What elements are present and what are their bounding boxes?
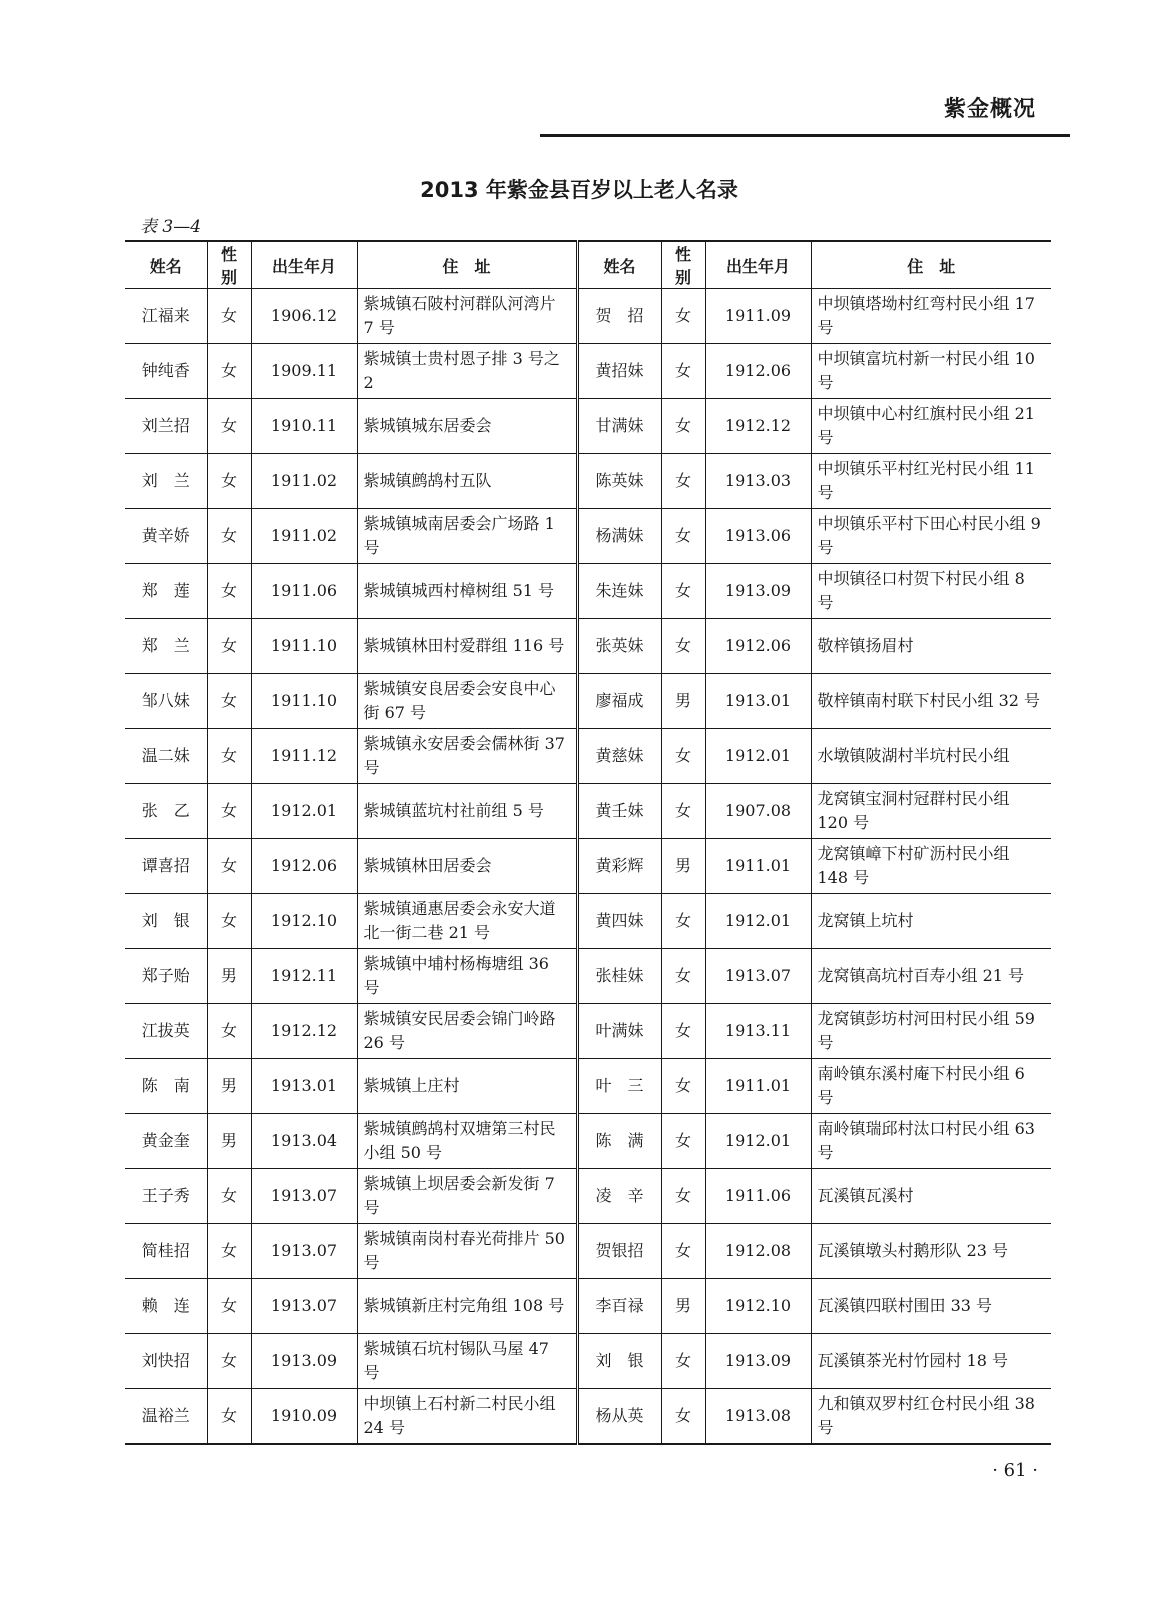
section-header: 紫金概况 bbox=[943, 97, 1036, 122]
birth-date: 1912.12 bbox=[705, 399, 811, 454]
column-header: 住 址 bbox=[357, 241, 577, 289]
birth-date: 1913.03 bbox=[705, 454, 811, 509]
person-sex: 女 bbox=[661, 949, 705, 1004]
person-address: 敬梓镇扬眉村 bbox=[811, 619, 1051, 674]
person-name: 黄招妹 bbox=[577, 344, 661, 399]
column-header: 性别 bbox=[661, 241, 705, 289]
table-row bbox=[125, 839, 1051, 894]
person-address: 中坝镇乐平村红光村民小组 11 号 bbox=[811, 454, 1051, 509]
person-address: 瓦溪镇墩头村鹅形队 23 号 bbox=[811, 1224, 1051, 1279]
person-address: 紫城镇中埔村杨梅塘组 36 号 bbox=[357, 949, 577, 1004]
birth-date: 1912.12 bbox=[251, 1004, 357, 1059]
person-sex: 女 bbox=[661, 1004, 705, 1059]
table-row bbox=[125, 1114, 1051, 1169]
person-name: 谭喜招 bbox=[125, 839, 207, 894]
person-address: 南岭镇东溪村庵下村民小组 6 号 bbox=[811, 1059, 1051, 1114]
person-address: 龙窝镇彭坊村河田村民小组 59 号 bbox=[811, 1004, 1051, 1059]
person-address: 瓦溪镇四联村围田 33 号 bbox=[811, 1279, 1051, 1334]
person-name: 刘快招 bbox=[125, 1334, 207, 1389]
person-name: 甘满妹 bbox=[577, 399, 661, 454]
person-sex: 女 bbox=[207, 1334, 251, 1389]
table-row bbox=[125, 1059, 1051, 1114]
person-name: 刘 银 bbox=[577, 1334, 661, 1389]
birth-date: 1913.01 bbox=[705, 674, 811, 729]
person-name: 简桂招 bbox=[125, 1224, 207, 1279]
birth-date: 1912.01 bbox=[705, 729, 811, 784]
person-address: 南岭镇瑞邱村汰口村民小组 63 号 bbox=[811, 1114, 1051, 1169]
person-name: 钟纯香 bbox=[125, 344, 207, 399]
person-name: 张桂妹 bbox=[577, 949, 661, 1004]
person-address: 龙窝镇宝洞村冠群村民小组 120 号 bbox=[811, 784, 1051, 839]
person-address: 紫城镇士贵村恩子排 3 号之 2 bbox=[357, 344, 577, 399]
person-sex: 女 bbox=[661, 289, 705, 344]
person-address: 龙窝镇嶂下村矿沥村民小组 148 号 bbox=[811, 839, 1051, 894]
person-sex: 女 bbox=[207, 619, 251, 674]
birth-date: 1913.08 bbox=[705, 1389, 811, 1445]
person-name: 江拔英 bbox=[125, 1004, 207, 1059]
person-name: 刘 兰 bbox=[125, 454, 207, 509]
person-address: 中坝镇上石村新二村民小组 24 号 bbox=[357, 1389, 577, 1445]
person-sex: 女 bbox=[661, 564, 705, 619]
birth-date: 1912.06 bbox=[705, 619, 811, 674]
table-row bbox=[125, 1169, 1051, 1224]
person-sex: 男 bbox=[661, 839, 705, 894]
birth-date: 1906.12 bbox=[251, 289, 357, 344]
person-name: 郑 兰 bbox=[125, 619, 207, 674]
person-sex: 男 bbox=[207, 949, 251, 1004]
person-address: 紫城镇石坑村锡队马屋 47 号 bbox=[357, 1334, 577, 1389]
person-sex: 男 bbox=[207, 1114, 251, 1169]
person-address: 龙窝镇上坑村 bbox=[811, 894, 1051, 949]
birth-date: 1913.09 bbox=[705, 564, 811, 619]
table-row bbox=[125, 1334, 1051, 1389]
birth-date: 1913.07 bbox=[251, 1279, 357, 1334]
person-name: 廖福成 bbox=[577, 674, 661, 729]
person-sex: 女 bbox=[661, 344, 705, 399]
table-row bbox=[125, 454, 1051, 509]
header-rule bbox=[540, 134, 1070, 137]
person-address: 中坝镇中心村红旗村民小组 21 号 bbox=[811, 399, 1051, 454]
person-sex: 女 bbox=[661, 894, 705, 949]
person-sex: 女 bbox=[207, 674, 251, 729]
person-name: 郑 莲 bbox=[125, 564, 207, 619]
person-sex: 女 bbox=[661, 454, 705, 509]
birth-date: 1913.07 bbox=[251, 1224, 357, 1279]
birth-date: 1911.12 bbox=[251, 729, 357, 784]
person-address: 紫城镇城南居委会广场路 1 号 bbox=[357, 509, 577, 564]
person-sex: 女 bbox=[661, 1389, 705, 1445]
birth-date: 1912.01 bbox=[705, 1114, 811, 1169]
person-sex: 女 bbox=[207, 784, 251, 839]
table-row bbox=[125, 344, 1051, 399]
person-address: 紫城镇鹧鸪村双塘第三村民小组 50 号 bbox=[357, 1114, 577, 1169]
person-sex: 女 bbox=[207, 454, 251, 509]
person-sex: 女 bbox=[661, 399, 705, 454]
column-header: 出生年月 bbox=[251, 241, 357, 289]
table-row bbox=[125, 289, 1051, 344]
birth-date: 1911.10 bbox=[251, 619, 357, 674]
person-address: 紫城镇鹧鸪村五队 bbox=[357, 454, 577, 509]
birth-date: 1912.01 bbox=[251, 784, 357, 839]
birth-date: 1912.01 bbox=[705, 894, 811, 949]
table-row bbox=[125, 894, 1051, 949]
person-address: 紫城镇林田居委会 bbox=[357, 839, 577, 894]
document-title: 2013 年紫金县百岁以上老人名录 bbox=[420, 178, 738, 202]
birth-date: 1913.11 bbox=[705, 1004, 811, 1059]
person-name: 黄彩辉 bbox=[577, 839, 661, 894]
birth-date: 1912.08 bbox=[705, 1224, 811, 1279]
person-address: 敬梓镇南村联下村民小组 32 号 bbox=[811, 674, 1051, 729]
person-sex: 男 bbox=[661, 1279, 705, 1334]
person-address: 紫城镇安良居委会安良中心街 67 号 bbox=[357, 674, 577, 729]
person-address: 紫城镇新庄村完角组 108 号 bbox=[357, 1279, 577, 1334]
birth-date: 1912.06 bbox=[705, 344, 811, 399]
person-name: 贺银招 bbox=[577, 1224, 661, 1279]
birth-date: 1911.09 bbox=[705, 289, 811, 344]
birth-date: 1911.01 bbox=[705, 839, 811, 894]
table-label: 表 3—4 bbox=[140, 217, 202, 237]
person-address: 龙窝镇高坑村百寿小组 21 号 bbox=[811, 949, 1051, 1004]
table-row bbox=[125, 1389, 1051, 1445]
birth-date: 1912.10 bbox=[705, 1279, 811, 1334]
person-name: 李百禄 bbox=[577, 1279, 661, 1334]
table-row bbox=[125, 1224, 1051, 1279]
person-sex: 女 bbox=[661, 729, 705, 784]
birth-date: 1913.06 bbox=[705, 509, 811, 564]
person-address: 紫城镇通惠居委会永安大道北一街二巷 21 号 bbox=[357, 894, 577, 949]
person-address: 瓦溪镇瓦溪村 bbox=[811, 1169, 1051, 1224]
person-name: 陈 满 bbox=[577, 1114, 661, 1169]
table-row bbox=[125, 729, 1051, 784]
birth-date: 1912.06 bbox=[251, 839, 357, 894]
person-sex: 男 bbox=[661, 674, 705, 729]
person-name: 温二妹 bbox=[125, 729, 207, 784]
person-sex: 女 bbox=[661, 784, 705, 839]
person-address: 中坝镇乐平村下田心村民小组 9 号 bbox=[811, 509, 1051, 564]
person-address: 中坝镇富坑村新一村民小组 10 号 bbox=[811, 344, 1051, 399]
birth-date: 1911.06 bbox=[251, 564, 357, 619]
table-row bbox=[125, 1004, 1051, 1059]
person-name: 赖 连 bbox=[125, 1279, 207, 1334]
birth-date: 1912.11 bbox=[251, 949, 357, 1004]
birth-date: 1913.04 bbox=[251, 1114, 357, 1169]
person-name: 温裕兰 bbox=[125, 1389, 207, 1445]
birth-date: 1909.11 bbox=[251, 344, 357, 399]
person-address: 中坝镇径口村贺下村民小组 8 号 bbox=[811, 564, 1051, 619]
person-sex: 女 bbox=[661, 619, 705, 674]
table-row bbox=[125, 949, 1051, 1004]
column-header: 姓名 bbox=[125, 241, 207, 289]
person-name: 江福来 bbox=[125, 289, 207, 344]
birth-date: 1911.10 bbox=[251, 674, 357, 729]
person-sex: 女 bbox=[661, 1059, 705, 1114]
person-name: 杨从英 bbox=[577, 1389, 661, 1445]
person-address: 紫城镇上庄村 bbox=[357, 1059, 577, 1114]
column-header: 性别 bbox=[207, 241, 251, 289]
birth-date: 1913.09 bbox=[705, 1334, 811, 1389]
page-number: · 61 · bbox=[992, 1460, 1038, 1481]
person-name: 黄辛娇 bbox=[125, 509, 207, 564]
person-address: 紫城镇林田村爱群组 116 号 bbox=[357, 619, 577, 674]
person-address: 瓦溪镇茶光村竹园村 18 号 bbox=[811, 1334, 1051, 1389]
person-name: 叶 三 bbox=[577, 1059, 661, 1114]
table-row bbox=[125, 509, 1051, 564]
person-sex: 女 bbox=[207, 564, 251, 619]
person-address: 紫城镇城西村樟树组 51 号 bbox=[357, 564, 577, 619]
person-sex: 女 bbox=[207, 894, 251, 949]
person-sex: 女 bbox=[661, 1334, 705, 1389]
person-name: 陈 南 bbox=[125, 1059, 207, 1114]
person-sex: 女 bbox=[661, 1224, 705, 1279]
person-name: 黄壬妹 bbox=[577, 784, 661, 839]
birth-date: 1913.01 bbox=[251, 1059, 357, 1114]
person-address: 紫城镇上坝居委会新发街 7 号 bbox=[357, 1169, 577, 1224]
person-name: 刘兰招 bbox=[125, 399, 207, 454]
person-address: 紫城镇城东居委会 bbox=[357, 399, 577, 454]
table-row bbox=[125, 674, 1051, 729]
person-sex: 女 bbox=[207, 344, 251, 399]
person-address: 紫城镇石陂村河群队河湾片 7 号 bbox=[357, 289, 577, 344]
table-row bbox=[125, 399, 1051, 454]
person-sex: 女 bbox=[207, 1169, 251, 1224]
person-address: 水墩镇陂湖村半坑村民小组 bbox=[811, 729, 1051, 784]
person-name: 凌 辛 bbox=[577, 1169, 661, 1224]
centenarian-table bbox=[125, 240, 1051, 1445]
birth-date: 1907.08 bbox=[705, 784, 811, 839]
person-name: 陈英妹 bbox=[577, 454, 661, 509]
table-header-row bbox=[125, 241, 1051, 289]
person-sex: 女 bbox=[207, 1279, 251, 1334]
person-address: 紫城镇蓝坑村社前组 5 号 bbox=[357, 784, 577, 839]
person-address: 中坝镇塔坳村红弯村民小组 17 号 bbox=[811, 289, 1051, 344]
birth-date: 1911.01 bbox=[705, 1059, 811, 1114]
column-header: 住 址 bbox=[811, 241, 1051, 289]
person-sex: 女 bbox=[661, 1169, 705, 1224]
person-name: 郑子贻 bbox=[125, 949, 207, 1004]
person-address: 紫城镇永安居委会儒林街 37 号 bbox=[357, 729, 577, 784]
person-sex: 女 bbox=[207, 289, 251, 344]
person-name: 王子秀 bbox=[125, 1169, 207, 1224]
person-sex: 女 bbox=[661, 509, 705, 564]
person-name: 黄金奎 bbox=[125, 1114, 207, 1169]
person-sex: 女 bbox=[207, 839, 251, 894]
person-sex: 女 bbox=[207, 729, 251, 784]
birth-date: 1910.09 bbox=[251, 1389, 357, 1445]
person-name: 杨满妹 bbox=[577, 509, 661, 564]
person-sex: 女 bbox=[661, 1114, 705, 1169]
table-row bbox=[125, 1279, 1051, 1334]
birth-date: 1913.09 bbox=[251, 1334, 357, 1389]
table-row bbox=[125, 784, 1051, 839]
person-name: 叶满妹 bbox=[577, 1004, 661, 1059]
person-name: 张 乙 bbox=[125, 784, 207, 839]
birth-date: 1913.07 bbox=[705, 949, 811, 1004]
person-name: 刘 银 bbox=[125, 894, 207, 949]
person-name: 黄四妹 bbox=[577, 894, 661, 949]
person-name: 朱连妹 bbox=[577, 564, 661, 619]
person-name: 黄慈妹 bbox=[577, 729, 661, 784]
person-sex: 女 bbox=[207, 509, 251, 564]
birth-date: 1912.10 bbox=[251, 894, 357, 949]
person-address: 紫城镇南岗村春光荷排片 50 号 bbox=[357, 1224, 577, 1279]
table-body bbox=[125, 289, 1051, 1445]
person-address: 九和镇双罗村红仓村民小组 38 号 bbox=[811, 1389, 1051, 1445]
table-row bbox=[125, 619, 1051, 674]
person-name: 贺 招 bbox=[577, 289, 661, 344]
person-address: 紫城镇安民居委会锦门岭路 26 号 bbox=[357, 1004, 577, 1059]
column-header: 姓名 bbox=[577, 241, 661, 289]
person-sex: 男 bbox=[207, 1059, 251, 1114]
person-sex: 女 bbox=[207, 1389, 251, 1445]
birth-date: 1911.02 bbox=[251, 509, 357, 564]
birth-date: 1911.06 bbox=[705, 1169, 811, 1224]
person-sex: 女 bbox=[207, 399, 251, 454]
birth-date: 1910.11 bbox=[251, 399, 357, 454]
person-sex: 女 bbox=[207, 1004, 251, 1059]
birth-date: 1913.07 bbox=[251, 1169, 357, 1224]
person-name: 邹八妹 bbox=[125, 674, 207, 729]
birth-date: 1911.02 bbox=[251, 454, 357, 509]
column-header: 出生年月 bbox=[705, 241, 811, 289]
table-row bbox=[125, 564, 1051, 619]
person-sex: 女 bbox=[207, 1224, 251, 1279]
person-name: 张英妹 bbox=[577, 619, 661, 674]
